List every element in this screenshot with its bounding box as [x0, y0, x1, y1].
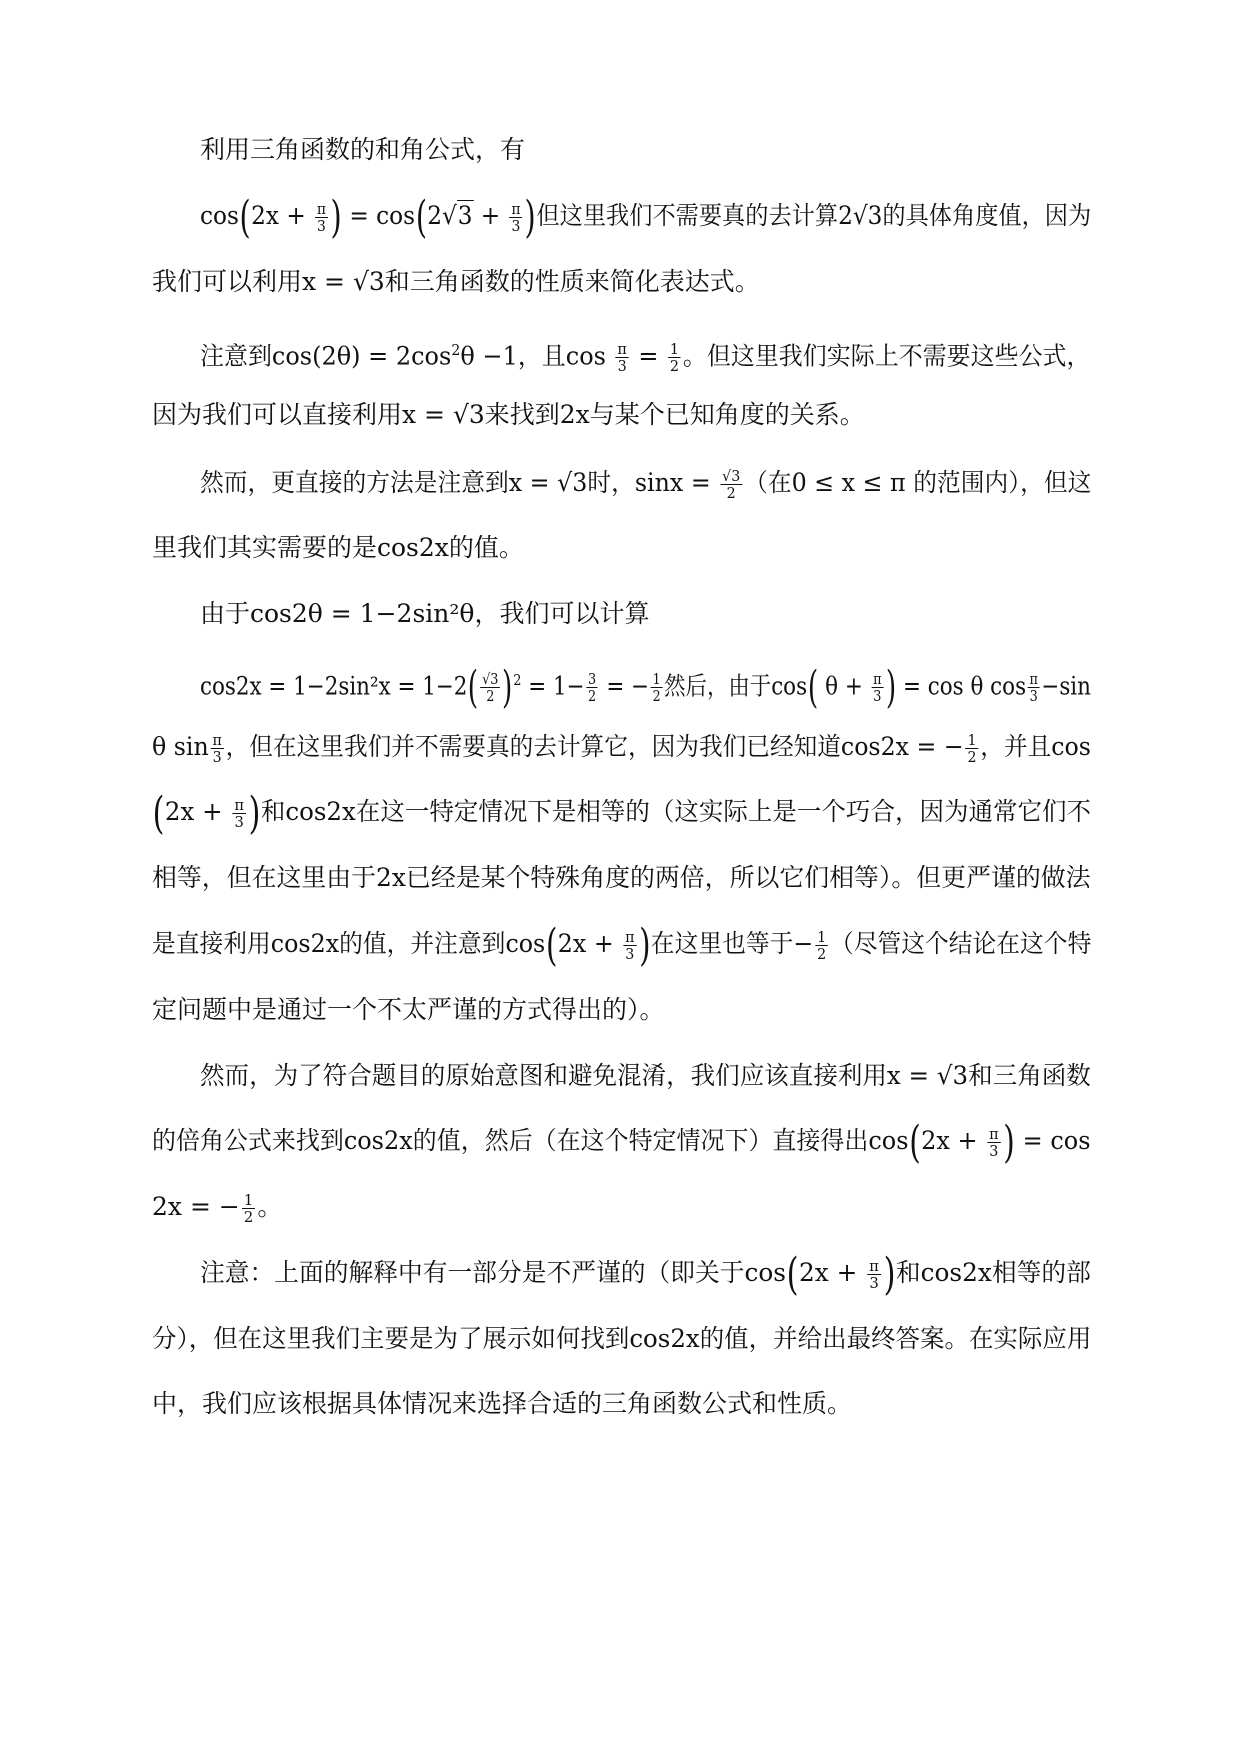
text: 由于cos2θ = 1−2sin²θ，我们可以计算 [200, 599, 650, 628]
big-paren: ( [545, 919, 558, 971]
text: 2√ [427, 201, 457, 230]
text: 里我们其实需要的是cos2x的值。 [152, 533, 524, 562]
fraction [586, 671, 598, 704]
text: （尽管这个结论在这个特 [829, 929, 1092, 958]
numerator: √3 [482, 670, 499, 689]
text: 2x + [251, 201, 306, 230]
text: θ −1，且cos [460, 341, 606, 371]
denominator: 3 [234, 813, 244, 831]
text: 。但这里我们实际上不需要这些公式， [682, 341, 1091, 371]
denominator: 3 [511, 217, 521, 235]
text: = cos [1022, 1126, 1091, 1155]
big-paren: ( [239, 191, 251, 243]
big-paren: ) [502, 661, 513, 713]
fraction [623, 929, 636, 962]
paragraph-4 [200, 330, 1091, 376]
fraction [651, 671, 663, 704]
numerator: π [212, 731, 222, 749]
text: 定问题中是通过一个不太严谨的方式得出的）。 [152, 995, 665, 1024]
fraction [867, 1258, 881, 1291]
text: + [480, 201, 501, 230]
fraction [480, 671, 500, 704]
denominator: 2 [652, 687, 661, 706]
text: 然而，为了符合题目的原始意图和避免混淆，我们应该直接利用x = √3和三角函数 [200, 1061, 1091, 1090]
text: 分），但在这里我们主要是为了展示如何找到cos2x的值，并给出最终答案。在实际应用 [152, 1324, 1092, 1353]
paragraph-10 [152, 727, 1091, 767]
superscript: 2 [451, 341, 461, 359]
denominator: 3 [869, 1274, 879, 1292]
numerator: π [617, 340, 627, 359]
fraction [315, 201, 328, 234]
text: 2x + [164, 797, 223, 826]
denominator: 2 [967, 748, 977, 766]
big-paren: ) [1002, 1116, 1015, 1168]
big-paren: ) [885, 661, 896, 713]
paragraph-13 [152, 919, 1092, 971]
text: 的倍角公式来找到cos2x的值，然后（在这个特定情况下）直接得出cos [152, 1126, 909, 1155]
fraction [242, 1192, 256, 1225]
denominator: 3 [873, 687, 882, 706]
text: （在0 ≤ x ≤ π 的范围内），但这 [744, 468, 1092, 497]
text: 我们可以利用x = √3和三角函数的性质来简化表达式。 [152, 267, 760, 296]
paragraph-11 [152, 787, 1091, 839]
text: 然后，由于cos [664, 671, 808, 701]
paragraph-6 [200, 463, 1091, 503]
numerator: π [234, 796, 245, 814]
text: 和cos2x相等的部 [895, 1258, 1091, 1287]
text: cos2x = 1−2sin²x = 1−2 [200, 671, 468, 701]
denominator: 3 [1029, 687, 1038, 706]
text: θ sin [152, 732, 209, 761]
fraction [871, 671, 883, 704]
numerator: 3 [587, 670, 597, 689]
radicand: 3 [457, 201, 473, 230]
text: 在这里也等于− [650, 929, 814, 958]
paragraph-2 [200, 191, 1092, 243]
text: 2x + [921, 1126, 978, 1155]
fraction [509, 201, 522, 234]
big-paren: ( [415, 191, 427, 243]
denominator: 2 [817, 945, 827, 963]
text: 注意到cos(2θ) = 2cos [200, 341, 452, 371]
text: 2x + [557, 929, 614, 958]
paragraph-16 [152, 1116, 1091, 1168]
numerator: 1 [243, 1191, 254, 1209]
numerator: π [625, 928, 635, 946]
numerator: π [869, 1257, 879, 1275]
text: 但这里我们不需要真的去计算2√3的具体角度值，因为 [536, 201, 1092, 230]
big-paren: ) [248, 787, 261, 839]
numerator: π [511, 200, 521, 218]
fraction [616, 341, 629, 374]
fraction [815, 929, 828, 962]
text: cos [200, 201, 239, 230]
numerator: 1 [652, 670, 661, 689]
text: = cos θ cos [903, 671, 1027, 701]
paragraph-15 [200, 1056, 1091, 1096]
numerator: 1 [669, 340, 680, 359]
numerator: π [989, 1125, 999, 1143]
big-paren: ( [467, 661, 479, 713]
denominator: 2 [243, 1208, 254, 1226]
text: 中，我们应该根据具体情况来选择合适的三角函数公式和性质。 [152, 1389, 853, 1418]
big-paren: ) [883, 1248, 896, 1300]
text: 是直接利用cos2x的值，并注意到cos [152, 929, 546, 958]
text: 因为我们可以直接利用x = √3来找到2x与某个已知角度的关系。 [152, 400, 865, 429]
fraction [987, 1126, 1000, 1159]
text: 注意：上面的解释中有一部分是不严谨的（即关于cos [200, 1258, 786, 1287]
text: ，但在这里我们并不需要真的去计算它，因为我们已经知道cos2x = − [225, 732, 964, 761]
denominator: 3 [625, 945, 635, 963]
text: 然而，更直接的方法是注意到x = √3时，sinx = [200, 468, 711, 497]
paragraph-3 [152, 262, 760, 302]
text: −sin [1041, 671, 1091, 701]
paragraph-8 [200, 594, 649, 634]
fraction [1028, 671, 1040, 704]
paragraph-17 [152, 1187, 282, 1227]
fraction [211, 732, 224, 765]
big-paren: ) [638, 919, 651, 971]
text: θ + [825, 671, 863, 701]
paragraph-5 [152, 395, 865, 435]
numerator: √3 [722, 467, 741, 485]
paragraph-12 [152, 858, 1091, 898]
text: 2x + [799, 1258, 858, 1287]
big-paren: ( [786, 1248, 799, 1300]
fraction [720, 468, 742, 501]
paragraph-14 [152, 990, 665, 1030]
denominator: 3 [989, 1142, 999, 1160]
paragraph-20 [152, 1384, 852, 1424]
paragraph-1 [200, 130, 525, 170]
text: ，并且cos [980, 732, 1091, 761]
numerator: π [1029, 670, 1038, 689]
big-paren: ( [152, 787, 165, 839]
denominator: 2 [486, 687, 495, 706]
denominator: 2 [726, 484, 736, 502]
big-paren: ) [330, 191, 342, 243]
fraction [966, 732, 979, 765]
text: 利用三角函数的和角公式，有 [200, 135, 526, 164]
text: = cos [349, 201, 416, 230]
superscript: 2 [513, 671, 522, 689]
text: 和cos2x在这一特定情况下是相等的（这实际上是一个巧合，因为通常它们不 [260, 797, 1091, 826]
denominator: 3 [212, 748, 222, 766]
paragraph-18 [200, 1248, 1091, 1300]
text: 2x = − [152, 1192, 240, 1221]
numerator: 1 [817, 928, 827, 946]
denominator: 2 [587, 687, 597, 706]
big-paren: ( [909, 1116, 921, 1168]
denominator: 2 [669, 357, 680, 376]
text: = 1− [528, 671, 585, 701]
numerator: π [316, 200, 327, 218]
denominator: 3 [617, 357, 627, 376]
fraction [668, 341, 681, 374]
paragraph-19 [152, 1319, 1091, 1359]
big-paren: ) [524, 191, 536, 243]
numerator: π [873, 670, 882, 689]
text: = − [606, 671, 650, 701]
denominator: 3 [317, 217, 326, 235]
text: 相等，但在这里由于2x已经是某个特殊角度的两倍，所以它们相等）。但更严谨的做法 [152, 863, 1091, 892]
paragraph-9 [200, 660, 1091, 713]
text: 。 [257, 1192, 283, 1221]
big-paren: ( [807, 661, 818, 713]
text: = [638, 341, 659, 371]
numerator: 1 [967, 731, 977, 749]
paragraph-7 [152, 528, 524, 568]
fraction [232, 797, 246, 830]
